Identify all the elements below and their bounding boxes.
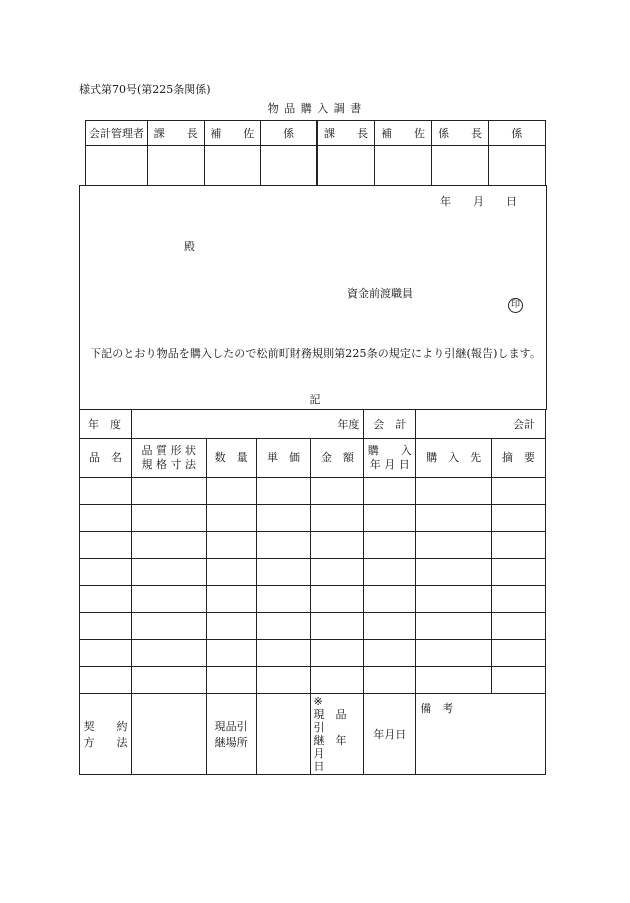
stamp-cell[interactable] [374,146,432,186]
item-cell[interactable] [256,559,311,586]
item-cell[interactable] [256,586,311,613]
item-cell[interactable] [492,478,546,505]
stamp-cell[interactable] [148,146,205,186]
item-cell[interactable] [311,640,364,667]
item-cell[interactable] [416,505,492,532]
header-vendor: 購 入 先 [416,439,492,478]
account-field[interactable]: 会計 [416,410,546,439]
item-cell[interactable] [80,532,132,559]
item-cell[interactable] [80,559,132,586]
item-cell[interactable] [80,667,132,694]
item-cell[interactable] [364,478,416,505]
item-cell[interactable] [311,586,364,613]
approval-header-staff-2: 係 [488,121,545,146]
handover-date-label: ※ 現 品 引 継 年 月 日 [311,694,364,775]
contract-method-field[interactable] [131,694,206,775]
item-row [80,478,546,505]
item-cell[interactable] [131,559,206,586]
approval-header-section-chief-2: 課 長 [317,121,374,146]
officer-title: 資金前渡職員 [347,287,413,300]
item-cell[interactable] [206,640,256,667]
item-cell[interactable] [80,505,132,532]
form-number: 様式第70号(第225条関係) [79,83,211,96]
item-row [80,559,546,586]
date-line[interactable]: 年 月 日 [440,195,517,208]
fiscal-year-label: 年 度 [80,410,132,439]
item-cell[interactable] [311,613,364,640]
item-cell[interactable] [131,640,206,667]
approval-header-accounting-manager: 会計管理者 [86,121,148,146]
item-cell[interactable] [492,640,546,667]
approval-header-staff: 係 [261,121,318,146]
item-row [80,667,546,694]
item-cell[interactable] [206,559,256,586]
item-cell[interactable] [364,640,416,667]
item-cell[interactable] [416,532,492,559]
seal-mark: 印 [508,298,523,313]
approval-header-assistant: 補 佐 [204,121,261,146]
stamp-cell[interactable] [204,146,261,186]
approval-header-section-chief: 課 長 [148,121,205,146]
item-cell[interactable] [311,559,364,586]
item-cell[interactable] [256,478,311,505]
item-cell[interactable] [256,667,311,694]
item-cell[interactable] [492,505,546,532]
item-cell[interactable] [416,640,492,667]
item-cell[interactable] [364,586,416,613]
item-cell[interactable] [206,478,256,505]
year-row [80,410,546,439]
item-cell[interactable] [256,532,311,559]
item-row [80,532,546,559]
header-amount: 金 額 [311,439,364,478]
item-cell[interactable] [131,667,206,694]
items-table [79,409,546,775]
handover-place-field[interactable] [256,694,311,775]
item-cell[interactable] [206,505,256,532]
item-cell[interactable] [206,613,256,640]
item-cell[interactable] [80,613,132,640]
approval-header-assistant-2: 補 佐 [374,121,432,146]
approval-stamp-row [86,146,546,186]
item-cell[interactable] [364,505,416,532]
header-quality-spec: 品 質 形 状 規 格 寸 法 [131,439,206,478]
fiscal-year-field[interactable]: 年度 [131,410,363,439]
stamp-cell[interactable] [432,146,489,186]
handover-date-field[interactable]: 年月日 [364,694,416,775]
item-cell[interactable] [416,478,492,505]
addressee-suffix: 殿 [184,240,195,253]
handover-place-label: 現品引 継場所 [206,694,256,775]
item-cell[interactable] [311,532,364,559]
item-cell[interactable] [416,613,492,640]
item-cell[interactable] [131,478,206,505]
item-cell[interactable] [80,478,132,505]
contract-row [80,694,546,775]
item-cell[interactable] [416,667,492,694]
body-text: 下記のとおり物品を購入したので松前町財務規則第225条の規定により引継(報告)します。 [90,347,541,360]
approval-header-row [86,121,546,146]
stamp-cell[interactable] [488,146,545,186]
item-cell[interactable] [364,613,416,640]
item-cell[interactable] [311,667,364,694]
item-cell[interactable] [311,505,364,532]
stamp-cell[interactable] [261,146,318,186]
item-cell[interactable] [256,613,311,640]
approval-table [85,120,546,186]
item-cell[interactable] [80,640,132,667]
item-cell[interactable] [206,532,256,559]
document-title: 物 品 購 入 調 書 [267,102,363,115]
item-cell[interactable] [416,586,492,613]
item-cell[interactable] [206,667,256,694]
item-cell[interactable] [206,586,256,613]
report-body-box [79,185,547,410]
item-cell[interactable] [131,586,206,613]
header-item-name: 品 名 [80,439,132,478]
item-cell[interactable] [364,667,416,694]
item-cell[interactable] [364,532,416,559]
item-row [80,640,546,667]
item-row [80,586,546,613]
header-quantity: 数 量 [206,439,256,478]
item-cell[interactable] [416,559,492,586]
item-cell[interactable] [492,667,546,694]
item-cell[interactable] [256,505,311,532]
ki-label: 記 [309,393,321,406]
item-cell[interactable] [256,640,311,667]
item-cell[interactable] [131,613,206,640]
stamp-cell[interactable] [86,146,148,186]
item-row [80,505,546,532]
approval-header-subsection-chief: 係 長 [432,121,489,146]
contract-method-label: 契 約 方 法 [80,694,132,775]
item-cell[interactable] [492,586,546,613]
item-cell[interactable] [311,478,364,505]
item-row [80,613,546,640]
item-cell[interactable] [131,532,206,559]
stamp-cell[interactable] [317,146,374,186]
header-purchase-date: 購 入 年 月 日 [364,439,416,478]
item-cell[interactable] [131,505,206,532]
item-cell[interactable] [492,532,546,559]
item-cell[interactable] [80,586,132,613]
header-summary: 摘 要 [492,439,546,478]
remarks-field[interactable]: 備 考 [416,694,546,775]
item-cell[interactable] [492,613,546,640]
item-cell[interactable] [492,559,546,586]
item-cell[interactable] [364,559,416,586]
item-header-row [80,439,546,478]
account-label: 会 計 [364,410,416,439]
header-unit-price: 単 価 [256,439,311,478]
